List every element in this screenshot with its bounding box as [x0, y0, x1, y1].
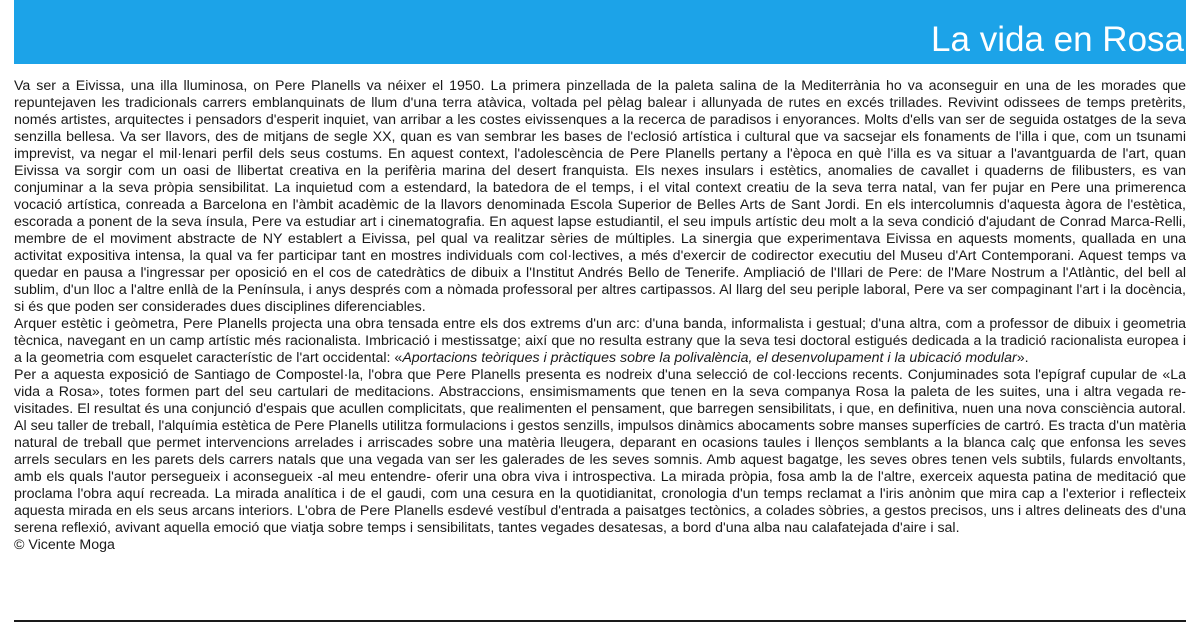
bottom-divider: [14, 620, 1186, 622]
author-credit: © Vicente Moga: [14, 537, 115, 553]
paragraph-2-text: Arquer estètic i geòmetra, Pere Planells projecta una obra tensada entre els dos extrems d'un arc: d'una banda, informalista i gestual; d'una altra, com a professor de dibuix i geometria tècnica, navegant en un camp artístic més racionalista. Imbricació i mestissatge; així que no resulta estrany que la seva tesi doctoral estigués dedicada a la tradició racionalista europea i a la geometria com esquelet característic de l'art occidental: «: [14, 316, 1186, 366]
article-paragraph-1: Va ser a Eivissa, una illa lluminosa, on Pere Planells va néixer el 1950. La primera pinzellada de la paleta salina de la Mediterrània ho va aconseguir en una de les morades que repuntejaven les tradicionals carrers emblanquinats de llum d'una terra atàvica, voltada pel pèlag balear i allunyada de rutes en excés trillades. Revivint odissees de temps pretèrits, només artistes, arquitectes i pensadors d'esperit inquiet, van arribar a les costes eivissenques a la recerca de paradisos i enyorances. Molts d'ells van ser de seguida ostatges de la seva senzilla bellesa. Va ser llavors, des de mitjans de segle XX, quan es van sembrar les bases de l'eclosió artística i cultural que va sacsejar els fonaments de l'illa i que, com un tsunami imprevist, va negar el mil·lenari perfil dels seus costums. En aquest context, l'adolescència de Pere Planells pertany a l'època en què l'illa es va situar a l'avantguarda de l'art, quan Eivissa va sorgir com un oasi de llibertat creativa en la perifèria marina del desert franquista. Els nexes insulars i estètics, anomalies de cavallet i quaderns de filibusters, es van conjuminar a la seva pròpia sensibilitat. La inquietud com a estendard, la batedora de el temps, i el vital context creatiu de la seva terra natal, van fer pujar en Pere una primerenca vocació artística, conreada a Barcelona en l'àmbit acadèmic de la llavors denominada Escola Superior de Belles Arts de Sant Jordi. En els intercolumnis d'aquesta àgora de l'estètica, escorada a ponent de la seva ínsula, Pere va estudiar art i cinematografia. En aquest lapse estudiantil, el seu impuls artístic deu molt a la seva condició d'ajudant de Conrad Marca-Relli, membre de el moviment abstracte de NY establert a Eivissa, pel qual va realitzar sèries de múltiples. La sinergia que experimentava Eivissa en aquests moments, quallada en una activitat expositiva intensa, la qual va fer participar tant en mostres individuals com col·lectives, a més d'exercir de codirector executiu del Museu d'Art Contemporani. Aquest temps va quedar en pausa a l'ingressar per oposició en el cos de catedràtics de dibuix a l'Institut Andrés Bello de Tenerife. Ampliació de l'Illari de Pere: de l'Mare Nostrum a l'Atlàntic, del bell al sublim, d'un lloc a l'altre enllà de la Península, i anys després com a nòmada professoral per altres cartipassos. Al llarg del seu periple laboral, Pere va ser compaginant l'art i la docència, si és que poden ser considerades dues disciplines diferenciables.: [14, 78, 1186, 315]
article-body: [14, 78, 1186, 554]
article-paragraph-3: Per a aquesta exposició de Santiago de Compostel·la, l'obra que Pere Planells presenta es nodreix d'una selecció de col·leccions recents. Conjuminades sota l'epígraf cupular de «La vida a Rosa», totes formen part del seu cartulari de meditacions. Abstraccions, ensimismaments que tenen en la seva companya Rosa la paleta de les suites, una i altra vegada re-visitades. El resultat és una conjunció d'espais que acullen complicitats, que realimenten el pensament, que barregen sensibilitats, i que, en definitiva, nuen una nova consciència autoral. Al seu taller de treball, l'alquímia estètica de Pere Planells utilitza formulacions i gestos senzills, impulsos dinàmics abocaments sobre manses superfícies de cartró. Es tracta d'un matèria natural de treball que permet intervencions arrelades i arriscades sobre una matèria lleugera, deparant en ocasions taules i llenços semblants a la blanca calç que enfonsa les seves arrels seculars en les parets dels carrers natals que una vegada van ser les galerades de les seves somnis. Amb aquest bagatge, les seves obres tenen vels subtils, fulards envoltants, amb els quals l'autor persegueix i aconsegueix -al meu entendre- oferir una obra viva i introspectiva. La mirada pròpia, fosa amb la de l'altre, exerceix aquesta patina de meditació que proclama l'obra aquí recreada. La mirada analítica i de el gaudi, com una cesura en la quotidianitat, cronologia d'un temps reclamat a l'iris anònim que mira cap a l'exterior i reflecteix aquesta mirada en els seus arcans interiors. L'obra de Pere Planells esdevé vestíbul d'entrada a paisatges tectònics, a colades sòbries, a gestos precisos, uns i altres delineats des d'una serena reflexió, avivant aquella emoció que viatja sobre temps i sensibilitats, tantes vegades desatesas, a bord d'una alba nau calafatejada d'aire i sal.: [14, 367, 1186, 536]
header-banner: [14, 0, 1186, 64]
article-paragraph-2: [14, 316, 1186, 367]
paragraph-2-closing: ».: [1016, 350, 1029, 366]
page-title: La vida en Rosa: [931, 20, 1184, 59]
thesis-title: Aportacions teòriques i pràctiques sobre la polivalència, el desenvolupament i la ubicació modular: [402, 350, 1017, 366]
